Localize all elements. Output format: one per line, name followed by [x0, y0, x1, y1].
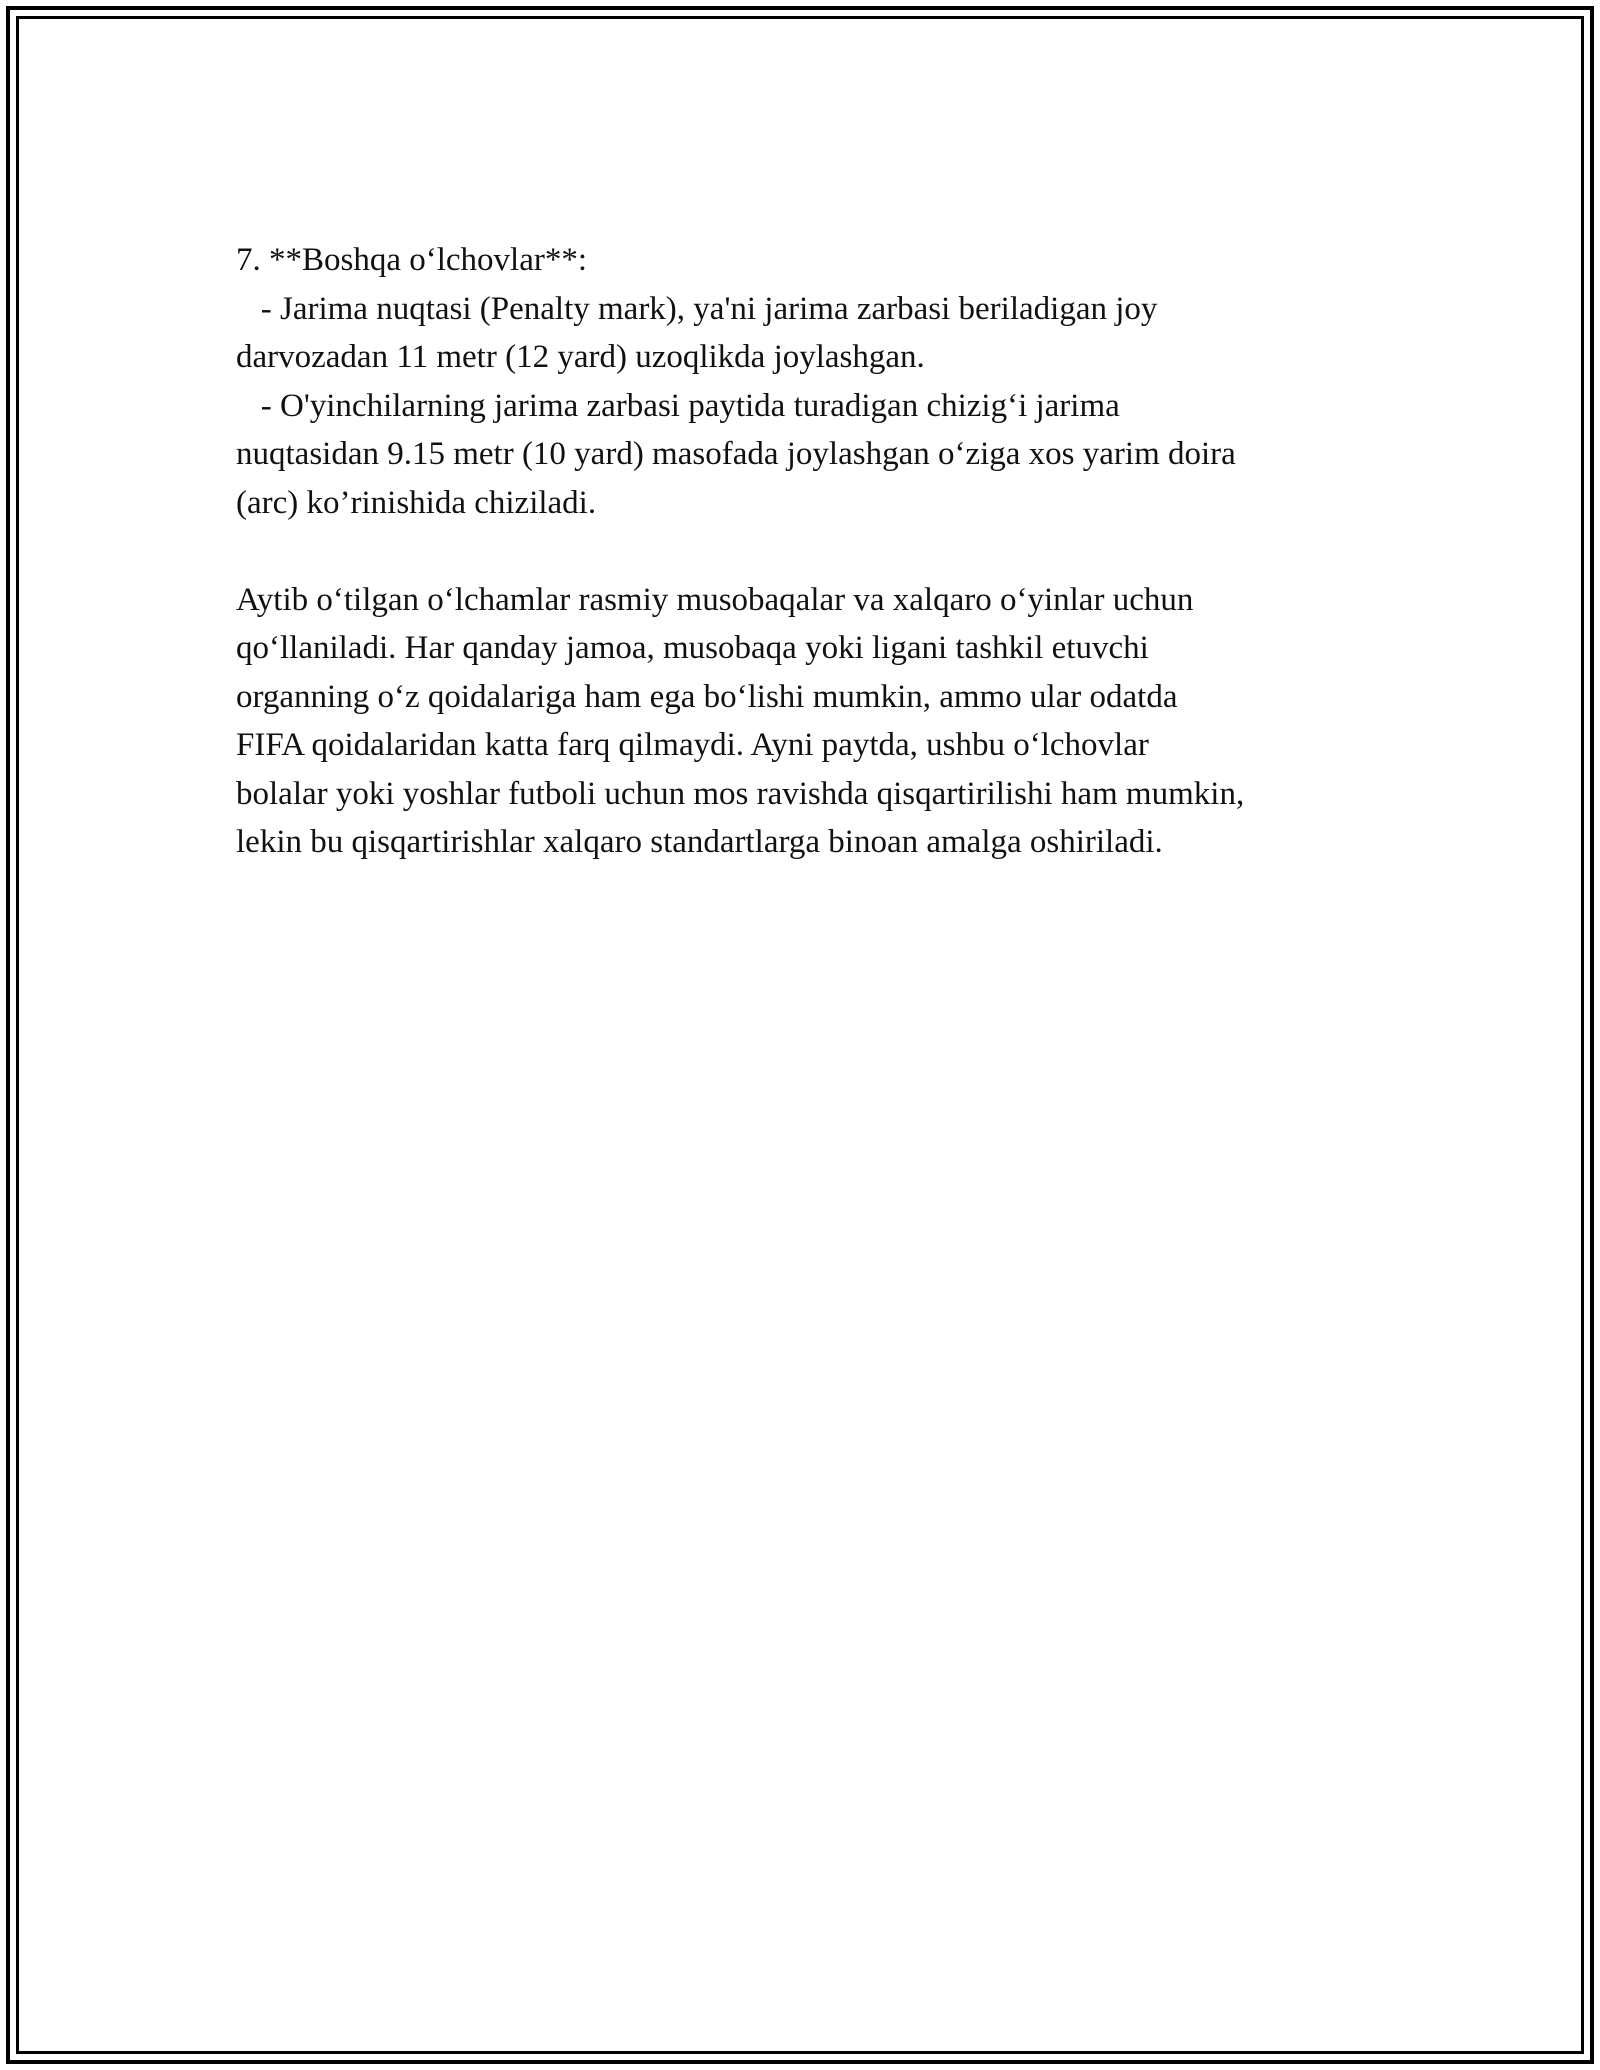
- paragraph-line: qo‘llaniladi. Har qanday jamoa, musobaqa yoki ligani tashkil etuvchi: [236, 630, 1149, 666]
- list-item-line: nuqtasidan 9.15 metr (10 yard) masofada joylashgan o‘ziga xos yarim doira: [236, 436, 1236, 472]
- list-item-penalty-arc: [236, 382, 1376, 528]
- closing-paragraph: [236, 576, 1376, 867]
- paragraph-spacer: [236, 527, 1376, 576]
- list-item-line: - Jarima nuqtasi (Penalty mark), ya'ni jarima zarbasi beriladigan joy: [236, 290, 1158, 327]
- paragraph-line: Aytib o‘tilgan o‘lchamlar rasmiy musobaqalar va xalqaro o‘yinlar uchun: [236, 581, 1194, 618]
- paragraph-line: organning o‘z qoidalariga ham ega bo‘lishi mumkin, ammo ular odatda: [236, 678, 1178, 715]
- list-item-line: darvozadan 11 metr (12 yard) uzoqlikda joylashgan.: [236, 339, 925, 375]
- list-item-penalty-mark: [236, 285, 1376, 382]
- list-item-line: - O'yinchilarning jarima zarbasi paytida turadigan chizig‘i jarima: [236, 387, 1120, 424]
- paragraph-line: FIFA qoidalaridan katta farq qilmaydi. Ayni paytda, ushbu o‘lchovlar: [236, 727, 1149, 763]
- list-item-line: (arc) ko’rinishida chiziladi.: [236, 484, 597, 521]
- paragraph-line: lekin bu qisqartirishlar xalqaro standartlarga binoan amalga oshiriladi.: [236, 824, 1163, 860]
- paragraph-line: bolalar yoki yoshlar futboli uchun mos ravishda qisqartirilishi ham mumkin,: [236, 775, 1245, 812]
- section-heading: 7. **Boshqa o‘lchovlar**:: [236, 242, 588, 278]
- document-body: [236, 236, 1376, 867]
